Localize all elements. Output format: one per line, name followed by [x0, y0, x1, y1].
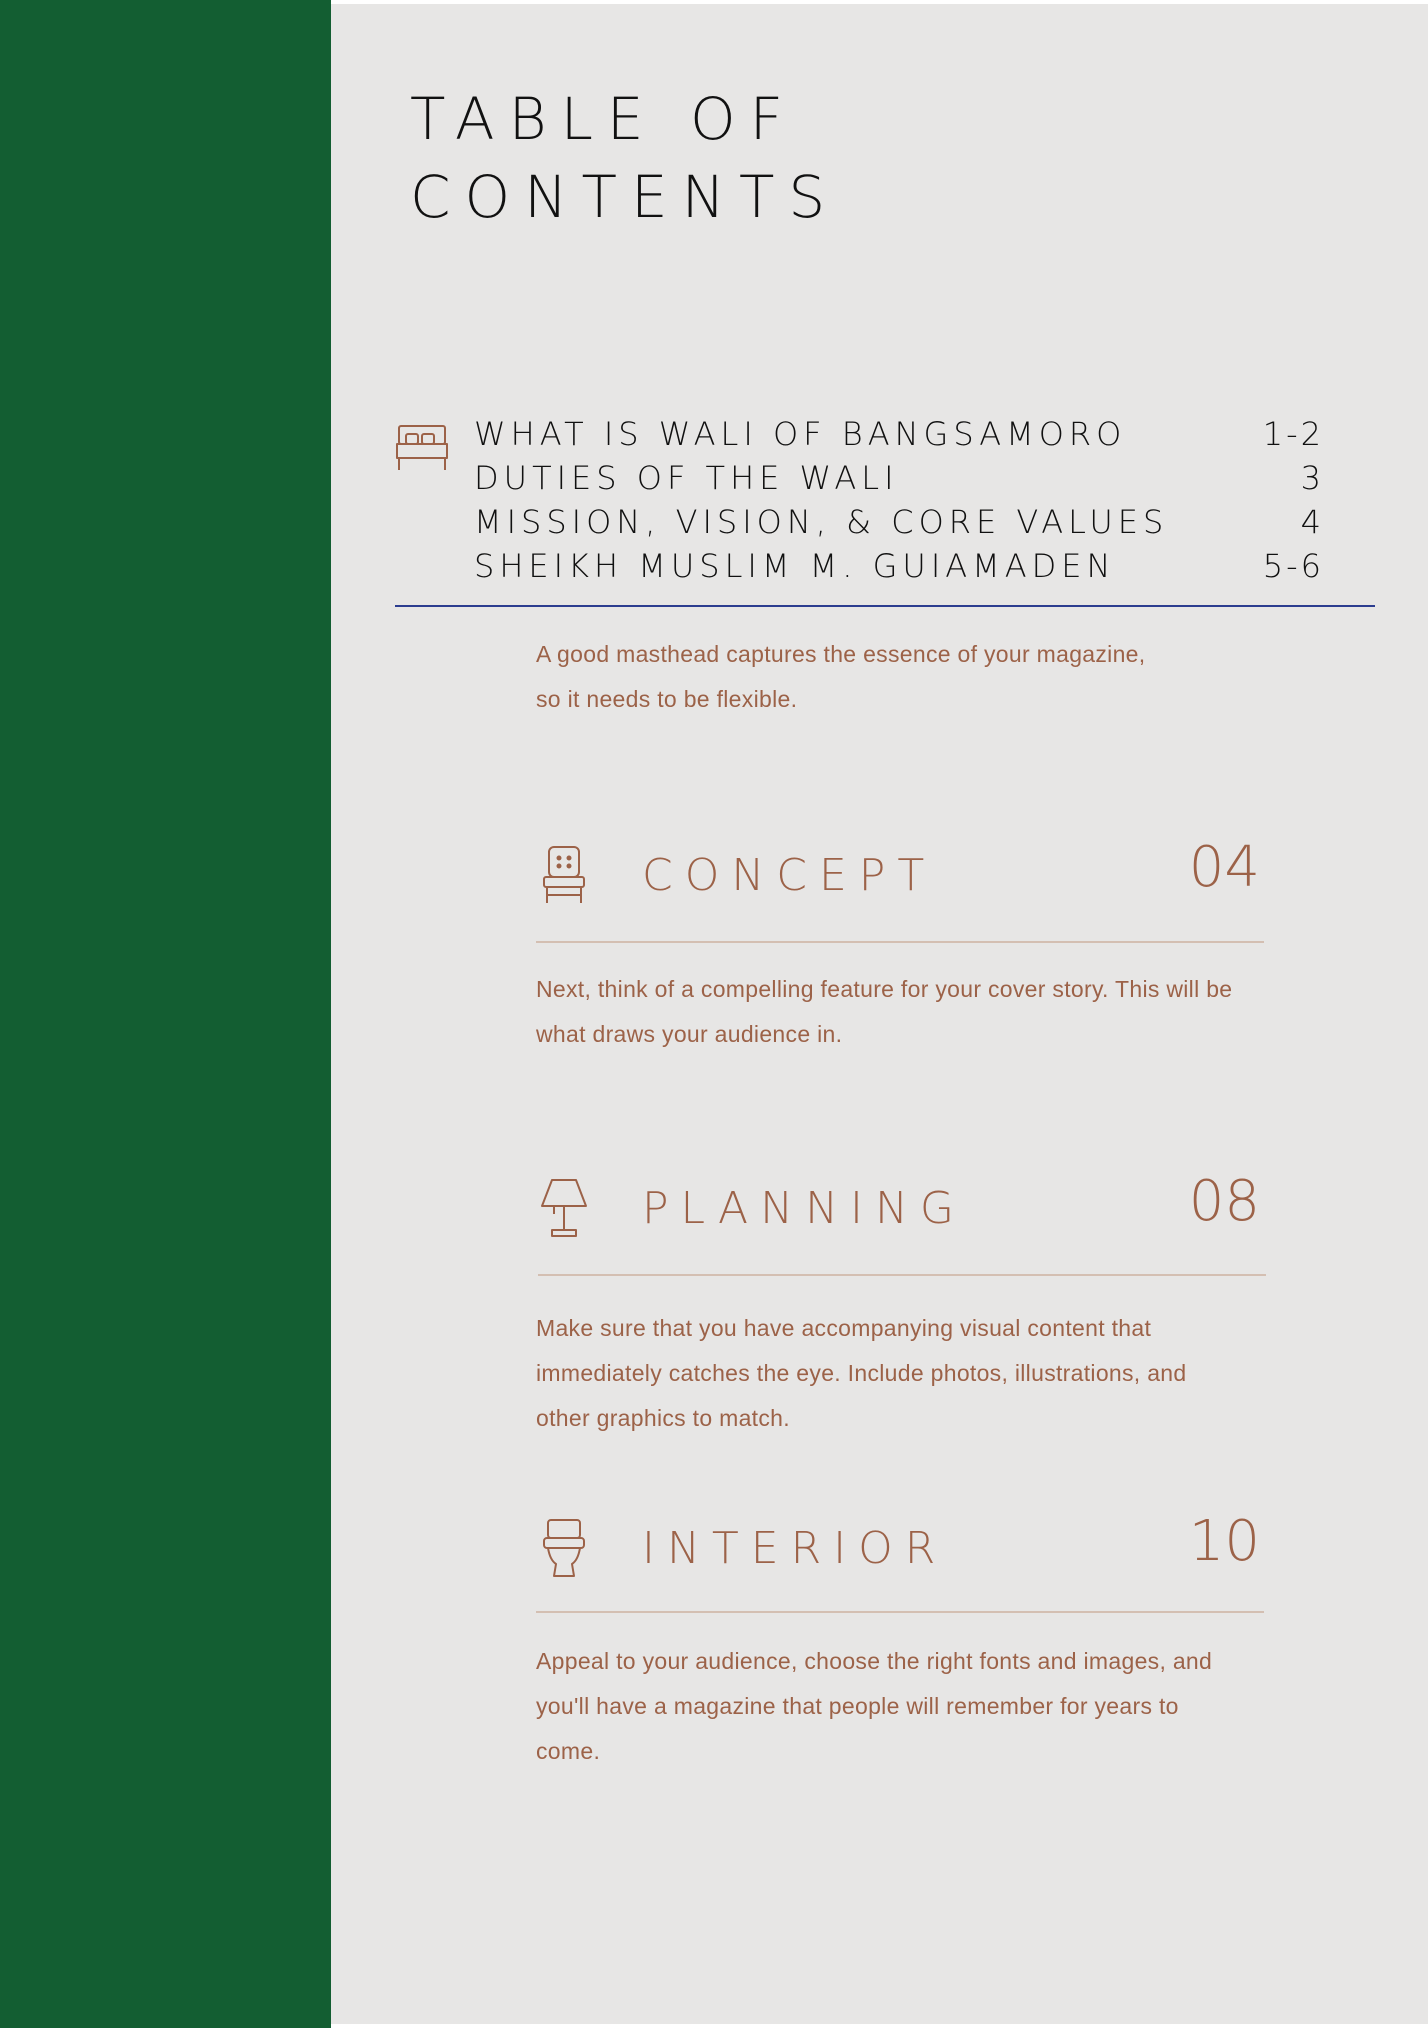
section-description: Make sure that you have accompanying visual content that immediately catches the eye. Include photos, illustrations, and other graphics to match. — [536, 1315, 1187, 1431]
section-page-number: 08 — [1188, 1169, 1260, 1234]
toc-entry-label: DUTIES OF THE WALI — [474, 459, 899, 497]
section-page-number: 04 — [1188, 835, 1260, 900]
page-title — [410, 80, 839, 236]
toc-entry-label: MISSION, VISION, & CORE VALUES — [474, 503, 1169, 541]
toc-entry[interactable] — [474, 544, 1324, 588]
page-title-line-2: CONTENTS — [410, 163, 840, 231]
page-title-line-1: TABLE OF — [410, 85, 797, 153]
toc-entry-label: SHEIKH MUSLIM M. GUIAMADEN — [474, 547, 1116, 585]
toc-entry[interactable] — [474, 500, 1324, 544]
section-divider — [536, 1611, 1264, 1613]
section-title-planning: PLANNING — [642, 1183, 966, 1234]
green-sidebar-band — [0, 0, 331, 2028]
toc-entry-pages: 3 — [1300, 459, 1324, 497]
toc-entry[interactable] — [474, 412, 1324, 456]
section-title-interior: INTERIOR — [642, 1523, 948, 1574]
toc-entry-pages: 5-6 — [1262, 547, 1324, 585]
section-description: Appeal to your audience, choose the right fonts and images, and you'll have a magazine that people will remember for years to come. — [536, 1648, 1213, 1764]
section-divider — [536, 941, 1264, 943]
toc-entry-pages: 1-2 — [1262, 415, 1324, 453]
section-description: Next, think of a compelling feature for your cover story. This will be what draws your audience in. — [536, 976, 1233, 1047]
toc-list — [474, 412, 1324, 588]
toc-entry-pages: 4 — [1300, 503, 1324, 541]
bed-icon — [395, 422, 449, 474]
toilet-icon — [540, 1518, 588, 1578]
toc-entry[interactable] — [474, 456, 1324, 500]
section-divider — [538, 1274, 1266, 1276]
intro-text: A good masthead captures the essence of your magazine, so it needs to be flexible. — [536, 641, 1146, 712]
section-page-number: 10 — [1188, 1509, 1260, 1574]
lamp-icon — [540, 1178, 588, 1238]
toc-entry-label: WHAT IS WALI OF BANGSAMORO — [474, 415, 1127, 453]
toc-divider — [395, 605, 1375, 607]
section-title-concept: CONCEPT — [642, 850, 937, 901]
chair-icon — [540, 845, 588, 905]
